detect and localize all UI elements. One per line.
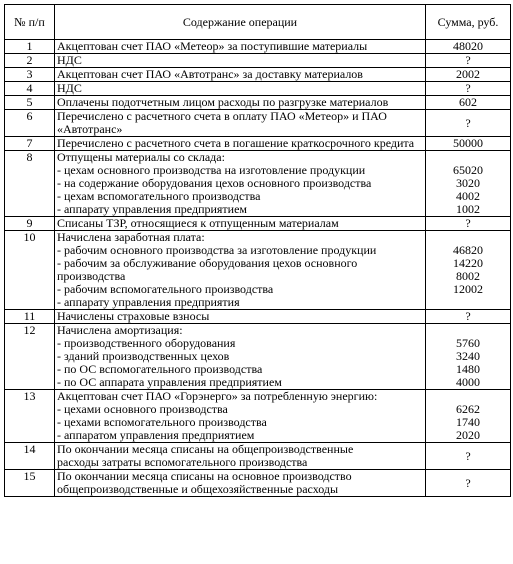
amount-cell [426, 324, 511, 390]
operation-line: Акцептован счет ПАО «Горэнерго» за потребленную энергию: [57, 390, 378, 403]
operations-document [4, 4, 511, 497]
table-row [5, 151, 511, 217]
operation-line: Начислена амортизация: [57, 324, 183, 337]
amount-cell [426, 96, 511, 110]
operation-line: Перечислено с расчетного счета в погашение краткосрочного кредита [57, 137, 415, 150]
amount-cell [426, 137, 511, 151]
operation-line: - цехам вспомогательного производства [57, 190, 261, 203]
amount-value: 6262 [456, 402, 480, 416]
amount-cell [426, 54, 511, 68]
operation-description [55, 151, 426, 217]
operation-line: Списаны ТЗР, относящиеся к отпущенным материалам [57, 217, 339, 230]
amount-value: 50000 [453, 136, 483, 150]
row-number: 6 [5, 110, 55, 137]
amount-value: 1002 [456, 202, 480, 216]
table-row [5, 443, 511, 470]
operation-line: Акцептован счет ПАО «Автотранс» за доставку материалов [57, 68, 363, 81]
operation-line: Начислены страховые взносы [57, 310, 210, 323]
operation-line: расходы затраты вспомогательного производства [57, 456, 308, 469]
operation-description [55, 68, 426, 82]
amount-cell [426, 231, 511, 310]
operation-line: Акцептован счет ПАО «Метеор» за поступившие материалы [57, 40, 368, 53]
operation-description [55, 82, 426, 96]
operation-line: - цехами основного производства [57, 403, 228, 416]
operation-description [55, 310, 426, 324]
operation-line: Отпущены материалы со склада: [57, 151, 225, 164]
amount-value: 2020 [456, 428, 480, 442]
amount-value: 48020 [453, 39, 483, 53]
operation-line: Оплачены подотчетным лицом расходы по разгрузке материалов [57, 96, 389, 109]
row-number: 3 [5, 68, 55, 82]
table-row [5, 68, 511, 82]
amount-cell [426, 310, 511, 324]
row-number: 11 [5, 310, 55, 324]
amount-value: 4002 [456, 189, 480, 203]
operation-description [55, 324, 426, 390]
row-number: 1 [5, 40, 55, 54]
operation-description [55, 443, 426, 470]
row-number: 8 [5, 151, 55, 217]
amount-value: ? [465, 115, 471, 130]
table-row [5, 96, 511, 110]
amount-value: 602 [459, 95, 477, 109]
amount-value: 8002 [456, 269, 480, 283]
table-row [5, 110, 511, 137]
amount-value: 1480 [456, 362, 480, 376]
header-operation: Содержание операции [55, 5, 426, 40]
operation-line: - цехами вспомогательного производства [57, 416, 267, 429]
amount-value: 3240 [456, 349, 480, 363]
table-row [5, 82, 511, 96]
amount-cell [426, 390, 511, 443]
operation-line: общепроизводственные и общехозяйственные расходы [57, 483, 339, 496]
table-row [5, 470, 511, 497]
row-number: 4 [5, 82, 55, 96]
table-row [5, 390, 511, 443]
row-number: 10 [5, 231, 55, 310]
amount-cell [426, 68, 511, 82]
amount-value: 2002 [456, 67, 480, 81]
operation-description [55, 470, 426, 497]
table-row [5, 54, 511, 68]
operation-line: - на содержание оборудования цехов основного производства [57, 177, 372, 190]
operation-description [55, 110, 426, 137]
operation-line: - рабочим вспомогательного производства [57, 283, 274, 296]
amount-cell [426, 470, 511, 497]
operation-line: производства [57, 270, 126, 283]
amount-value: ? [465, 216, 471, 230]
amount-value: ? [465, 53, 471, 67]
amount-value: 12002 [453, 282, 483, 296]
amount-value: 14220 [453, 256, 483, 270]
operation-description [55, 96, 426, 110]
amount-value [428, 296, 508, 309]
table-row [5, 310, 511, 324]
operation-line: - аппарату управления предприятия [57, 296, 240, 309]
amount-value: 5760 [456, 336, 480, 350]
header-row-number: № п/п [5, 5, 55, 40]
row-number: 13 [5, 390, 55, 443]
row-number: 12 [5, 324, 55, 390]
table-row [5, 324, 511, 390]
operation-description [55, 217, 426, 231]
amount-value: ? [465, 309, 471, 323]
operation-line: - цехам основного производства на изготовление продукции [57, 164, 366, 177]
table-row [5, 231, 511, 310]
amount-value: ? [465, 81, 471, 95]
operation-line: По окончании месяца списаны на общепроизводственные [57, 443, 354, 456]
operations-table-body [5, 40, 511, 497]
operation-line: - производственного оборудования [57, 337, 236, 350]
amount-value: ? [465, 448, 471, 463]
row-number: 14 [5, 443, 55, 470]
operation-line: - по ОС вспомогательного производства [57, 363, 263, 376]
operation-line: Перечислено с расчетного счета в оплату ПАО «Метеор» и ПАО «Автотранс» [57, 110, 387, 136]
amount-value: 46820 [453, 243, 483, 257]
operation-line: По окончании месяца списаны на основное производство [57, 470, 352, 483]
operation-description [55, 231, 426, 310]
row-number: 15 [5, 470, 55, 497]
amount-cell [426, 82, 511, 96]
row-number: 5 [5, 96, 55, 110]
table-row [5, 137, 511, 151]
row-number: 2 [5, 54, 55, 68]
operation-line: НДС [57, 54, 82, 67]
row-number: 7 [5, 137, 55, 151]
operation-description [55, 137, 426, 151]
amount-value: 4000 [456, 375, 480, 389]
operation-description [55, 54, 426, 68]
operation-description [55, 390, 426, 443]
amount-cell [426, 40, 511, 54]
table-row [5, 217, 511, 231]
operations-table [4, 4, 511, 497]
table-header-row [5, 5, 511, 40]
amount-cell [426, 217, 511, 231]
operation-line: Начислена заработная плата: [57, 231, 205, 244]
operation-line: - по ОС аппарата управления предприятием [57, 376, 282, 389]
amount-value: 1740 [456, 415, 480, 429]
amount-cell [426, 151, 511, 217]
operation-line: - рабочим за обслуживание оборудования цехов основного [57, 257, 358, 270]
operation-line: - рабочим основного производства за изготовление продукции [57, 244, 377, 257]
amount-value: 65020 [453, 163, 483, 177]
amount-cell [426, 443, 511, 470]
amount-cell [426, 110, 511, 137]
operation-line: - зданий производственных цехов [57, 350, 230, 363]
operation-line: - аппаратом управления предприятием [57, 429, 255, 442]
operation-line: - аппарату управления предприятием [57, 203, 248, 216]
amount-value: 3020 [456, 176, 480, 190]
operation-description [55, 40, 426, 54]
header-amount: Сумма, руб. [426, 5, 511, 40]
table-row [5, 40, 511, 54]
operation-line: НДС [57, 82, 82, 95]
amount-value: ? [465, 475, 471, 490]
row-number: 9 [5, 217, 55, 231]
